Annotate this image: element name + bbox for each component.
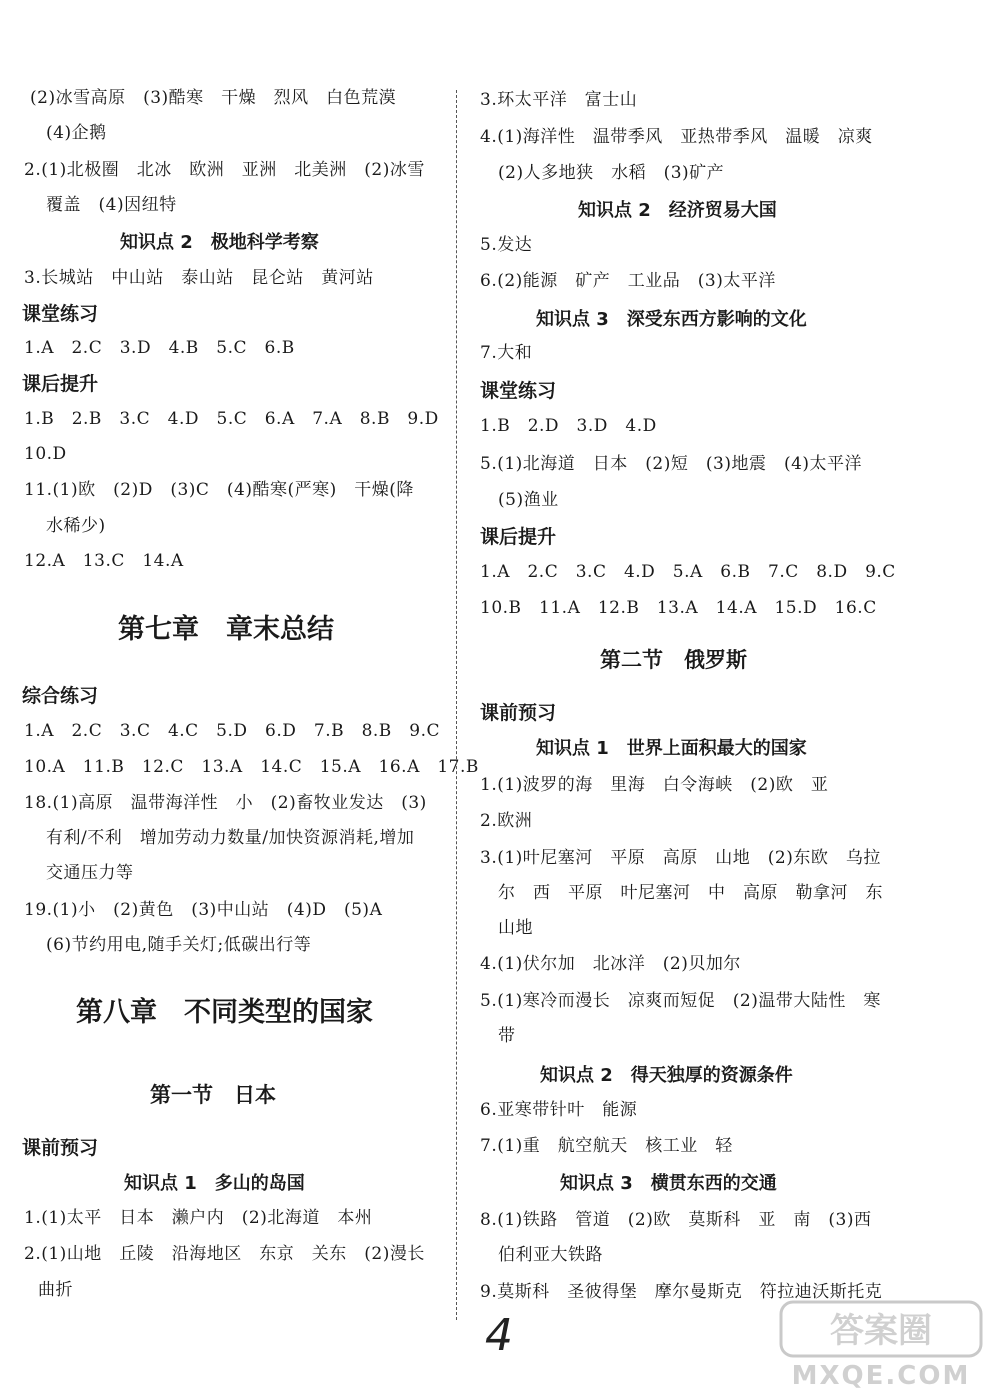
answer-line: 伯利亚大铁路	[498, 1245, 603, 1265]
answer-line: 带	[498, 1026, 516, 1046]
answer-line: 4.(1)海洋性 温带季风 亚热带季风 温暖 凉爽	[480, 127, 873, 147]
answer-line: 尔 西 平原 叶尼塞河 中 高原 勒拿河 东	[498, 883, 883, 903]
answer-line: 7.(1)重 航空航天 核工业 轻	[480, 1136, 733, 1156]
answer-line: (2)人多地狭 水稻 (3)矿产	[498, 163, 725, 183]
answer-line: 5.(1)寒冷而漫长 凉爽而短促 (2)温带大陆性 寒	[480, 991, 881, 1011]
answer-line: 9.莫斯科 圣彼得堡 摩尔曼斯克 符拉迪沃斯托克	[480, 1282, 883, 1302]
answer-line: 6.(2)能源 矿产 工业品 (3)太平洋	[480, 271, 776, 291]
knowledge-point-heading: 知识点 3 横贯东西的交通	[560, 1173, 777, 1194]
section-heading: 课前预习	[22, 1137, 99, 1159]
answer-line: 1.A 2.C 3.D 4.B 5.C 6.B	[24, 338, 295, 358]
answer-line: (4)企鹅	[46, 123, 107, 143]
chapter-title: 第八章 不同类型的国家	[76, 997, 373, 1028]
section-heading: 课前预习	[480, 702, 557, 724]
section-title: 第一节 日本	[150, 1083, 276, 1107]
answer-line: (5)渔业	[498, 490, 559, 510]
answer-line: 交通压力等	[46, 863, 134, 883]
answer-line: 有利/不利 增加劳动力数量/加快资源消耗,增加	[46, 828, 415, 848]
answer-line: 1.B 2.D 3.D 4.D	[480, 416, 657, 436]
knowledge-point-heading: 知识点 2 极地科学考察	[120, 232, 319, 253]
answer-line: 1.A 2.C 3.C 4.D 5.A 6.B 7.C 8.D 9.C	[480, 562, 896, 582]
section-heading: 课堂练习	[480, 380, 557, 402]
answer-line: 2.欧洲	[480, 811, 533, 831]
answer-line: 1.(1)太平 日本 濑户内 (2)北海道 本州	[24, 1208, 373, 1228]
answer-line: 3.长城站 中山站 泰山站 昆仑站 黄河站	[24, 268, 374, 288]
section-heading: 课后提升	[480, 526, 557, 548]
answer-line: 7.大和	[480, 343, 533, 363]
answer-line: 曲折	[38, 1280, 73, 1300]
knowledge-point-heading: 知识点 1 世界上面积最大的国家	[536, 738, 807, 759]
answer-line: 8.(1)铁路 管道 (2)欧 莫斯科 亚 南 (3)西	[480, 1210, 872, 1230]
section-heading: 课后提升	[22, 373, 99, 395]
answer-line: 1.A 2.C 3.C 4.C 5.D 6.D 7.B 8.B 9.C	[24, 721, 441, 741]
answer-line: 山地	[498, 918, 533, 938]
chapter-title: 第七章 章末总结	[118, 614, 334, 645]
section-heading: 课堂练习	[22, 303, 99, 325]
answer-line: (6)节约用电,随手关灯;低碳出行等	[46, 935, 312, 955]
knowledge-point-heading: 知识点 2 经济贸易大国	[578, 200, 777, 221]
answer-line: 18.(1)高原 温带海洋性 小 (2)畜牧业发达 (3)	[24, 793, 427, 813]
section-heading: 综合练习	[22, 685, 99, 707]
answer-line: 2.(1)北极圈 北冰 欧洲 亚洲 北美洲 (2)冰雪	[24, 160, 425, 180]
answer-line: 10.D	[24, 444, 67, 464]
answer-line: 12.A 13.C 14.A	[24, 551, 184, 571]
answer-line: 覆盖 (4)因纽特	[46, 195, 177, 215]
svg-text:答案圈: 答案圈	[830, 1311, 932, 1351]
answer-line: 11.(1)欧 (2)D (3)C (4)酷寒(严寒) 干燥(降	[24, 480, 414, 500]
knowledge-point-heading: 知识点 1 多山的岛国	[124, 1173, 305, 1194]
answer-line: 6.亚寒带针叶 能源	[480, 1100, 638, 1120]
svg-text:MXQE.COM: MXQE.COM	[791, 1361, 971, 1391]
answer-line: 3.环太平洋 富士山	[480, 90, 638, 110]
knowledge-point-heading: 知识点 3 深受东西方影响的文化	[536, 309, 807, 330]
knowledge-point-heading: 知识点 2 得天独厚的资源条件	[540, 1065, 793, 1086]
answer-line: 4.(1)伏尔加 北冰洋 (2)贝加尔	[480, 954, 741, 974]
answer-line: 3.(1)叶尼塞河 平原 高原 山地 (2)东欧 乌拉	[480, 848, 881, 868]
answer-line: 水稀少)	[46, 516, 106, 536]
answer-line: 5.(1)北海道 日本 (2)短 (3)地震 (4)太平洋	[480, 454, 863, 474]
column-divider	[456, 90, 457, 1320]
answer-line: 5.发达	[480, 235, 533, 255]
answer-line: 10.B 11.A 12.B 13.A 14.A 15.D 16.C	[480, 598, 877, 618]
answer-line: 1.B 2.B 3.C 4.D 5.C 6.A 7.A 8.B 9.D	[24, 409, 439, 429]
answer-line: 10.A 11.B 12.C 13.A 14.C 15.A 16.A 17.B	[24, 757, 479, 777]
answer-line: 1.(1)波罗的海 里海 白令海峡 (2)欧 亚	[480, 775, 829, 795]
page-number: 4	[485, 1310, 513, 1361]
section-title: 第二节 俄罗斯	[600, 648, 747, 672]
watermark-logo	[775, 1296, 990, 1392]
answer-line: 2.(1)山地 丘陵 沿海地区 东京 关东 (2)漫长	[24, 1244, 425, 1264]
answer-line: 19.(1)小 (2)黄色 (3)中山站 (4)D (5)A	[24, 900, 383, 920]
answer-line: (2)冰雪高原 (3)酷寒 干燥 烈风 白色荒漠	[30, 88, 397, 108]
